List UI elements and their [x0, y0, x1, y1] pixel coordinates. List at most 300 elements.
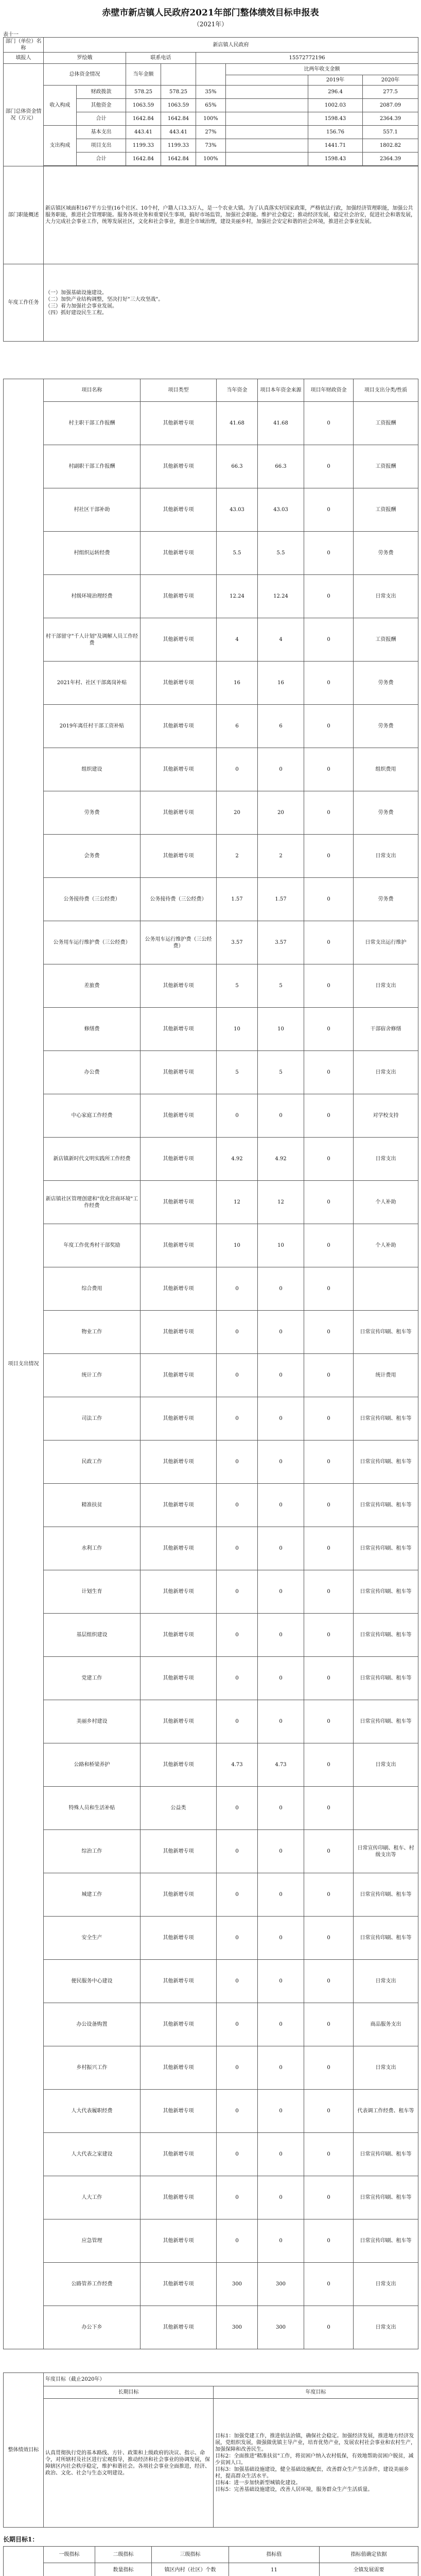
project-cell: 日常宣传印刷、租车等	[354, 1527, 418, 1570]
project-cell: 0	[217, 1614, 258, 1657]
project-cell: 10	[258, 1224, 304, 1267]
project-cell: 10	[217, 1224, 258, 1267]
project-cell: 其他新增专项	[141, 1051, 217, 1094]
project-cell: 0	[304, 1051, 354, 1094]
project-cell: 0	[304, 618, 354, 662]
project-cell: 日常支出	[354, 2306, 418, 2349]
project-cell: 工资报酬	[354, 402, 418, 445]
project-cell: 0	[217, 2003, 258, 2046]
project-cell: 日常宣传印刷、租车等	[354, 2176, 418, 2219]
project-row	[4, 878, 418, 921]
project-cell: 日常宣传印刷、租车等	[354, 1917, 418, 1960]
project-cell: 其他新增专项	[141, 1224, 217, 1267]
project-row	[4, 1700, 418, 1743]
project-row	[4, 2219, 418, 2263]
project-cell: 0	[258, 2176, 304, 2219]
project-row	[4, 1440, 418, 1484]
project-cell: 0	[217, 2090, 258, 2133]
project-cell: 0	[217, 1787, 258, 1830]
project-cell: 日常宣传印刷、租车等	[354, 1311, 418, 1354]
project-cell: 其他新增专项	[141, 1960, 217, 2003]
project-cell: 劳务费	[354, 878, 418, 921]
annual-work-list	[44, 264, 418, 342]
long-term-indicator-table: 一级指标 二级指标 三级指标 指标值 指标值确定依据 数量指标 镇区内村（社区）个数 11 全镇发展需要	[3, 2546, 418, 2576]
project-name: 特殊人员和生活补贴	[44, 1787, 141, 1830]
project-cell: 0	[304, 2176, 354, 2219]
project-cell: 日常支出	[354, 2046, 418, 2090]
project-cell: 其他新增专项	[141, 402, 217, 445]
project-cell: 日常宣传印刷、租车等	[354, 1484, 418, 1527]
project-cell: 日常宣传印刷、租车等	[354, 2133, 418, 2176]
project-row	[4, 1527, 418, 1570]
overall-goal-label: 整体绩效目标	[4, 2373, 44, 2528]
project-cell: 0	[217, 1657, 258, 1700]
project-name: 综治工作	[44, 1830, 141, 1873]
project-cell: 43.03	[258, 488, 304, 532]
project-cell: 0	[304, 1527, 354, 1570]
project-cell: 劳务费	[354, 705, 418, 748]
project-cell: 其他新增专项	[141, 1484, 217, 1527]
project-name: 计划生育	[44, 1570, 141, 1614]
project-cell: 0	[258, 2046, 304, 2090]
overall-label: 总体资金情况	[44, 64, 126, 86]
project-row	[4, 1873, 418, 1917]
project-cell: 0	[304, 1094, 354, 1138]
project-cell: 其他新增专项	[141, 662, 217, 705]
project-cell: 0	[217, 1397, 258, 1440]
project-cell: 0	[304, 2133, 354, 2176]
project-cell: 4.92	[217, 1138, 258, 1181]
project-row	[4, 835, 418, 878]
income-label: 收入构成	[44, 86, 77, 126]
project-cell: 0	[258, 1614, 304, 1657]
project-cell: 0	[304, 1484, 354, 1527]
project-column-header: 项目支出分类/性质	[354, 379, 418, 402]
project-cell: 0	[258, 1570, 304, 1614]
project-cell: 4.73	[258, 1743, 304, 1787]
project-cell: 其他新增专项	[141, 1527, 217, 1570]
project-cell: 日常支出	[354, 1960, 418, 2003]
project-cell: 41.68	[217, 402, 258, 445]
project-cell: 0	[304, 2090, 354, 2133]
project-cell: 商品服务支出	[354, 2003, 418, 2046]
project-cell: 12	[258, 1181, 304, 1224]
project-cell: 0	[304, 1700, 354, 1743]
project-row	[4, 1051, 418, 1094]
project-cell: 0	[304, 835, 354, 878]
project-row	[4, 1181, 418, 1224]
budget-row: 项目支出 1199.33 1199.33 73% 1441.71 1802.82	[4, 139, 418, 152]
project-name: 村主职干部工作报酬	[44, 402, 141, 445]
project-cell: 5	[258, 1051, 304, 1094]
project-cell: 0	[258, 1354, 304, 1397]
project-cell: 6	[258, 705, 304, 748]
project-cell: 其他新增专项	[141, 1614, 217, 1657]
project-cell: 41.68	[258, 402, 304, 445]
project-cell: 0	[304, 445, 354, 488]
project-cell: 其他新增专项	[141, 2003, 217, 2046]
project-cell: 0	[258, 1657, 304, 1700]
leader-label: 填报人	[4, 53, 44, 64]
budget-row: 合计 1642.84 1642.84 100% 1598.43 2364.39	[4, 112, 418, 126]
dept-name: 新店镇人民政府	[44, 38, 418, 53]
project-cell: 其他新增专项	[141, 1743, 217, 1787]
project-row	[4, 2263, 418, 2306]
project-name: 2021年村、社区干部离岗补贴	[44, 662, 141, 705]
project-cell: 0	[304, 2306, 354, 2349]
project-cell: 统计费用	[354, 1354, 418, 1397]
project-name: 便民服务中心建设	[44, 1960, 141, 2003]
long-term-label	[4, 2547, 44, 2576]
project-cell: 0	[304, 921, 354, 964]
project-cell: 12	[217, 1181, 258, 1224]
project-row	[4, 1614, 418, 1657]
expense-label: 支出构成	[44, 126, 77, 166]
project-cell: 0	[217, 2176, 258, 2219]
project-cell: 0	[304, 1311, 354, 1354]
project-cell: 0	[217, 1873, 258, 1917]
col-2019: 2019年	[308, 75, 363, 86]
project-cell: 0	[217, 1094, 258, 1138]
project-cell: 0	[258, 1311, 304, 1354]
project-row	[4, 662, 418, 705]
col-2020: 2020年	[363, 75, 418, 86]
project-cell: 0	[304, 1830, 354, 1873]
project-cell: 1.57	[258, 878, 304, 921]
project-cell: 其他新增专项	[141, 791, 217, 835]
project-row	[4, 1830, 418, 1873]
project-name: 物业工作	[44, 1311, 141, 1354]
annual-work-item: （四）抓好建设民生工程。	[45, 310, 107, 316]
project-cell: 0	[217, 1700, 258, 1743]
project-cell: 其他新增专项	[141, 1094, 217, 1138]
project-name: 公务接待费（三公经费）	[44, 878, 141, 921]
project-cell: 其他新增专项	[141, 532, 217, 575]
project-row	[4, 1094, 418, 1138]
project-cell: 0	[304, 532, 354, 575]
project-row	[4, 1397, 418, 1440]
overall-goal-table	[3, 2372, 418, 2528]
project-cell: 1.57	[217, 878, 258, 921]
project-row	[4, 1570, 418, 1614]
project-name: 中心家庭工作经费	[44, 1094, 141, 1138]
project-cell: 0	[258, 1267, 304, 1311]
project-cell: 其他新增专项	[141, 1354, 217, 1397]
project-row	[4, 1311, 418, 1354]
table-number: 表十一	[3, 32, 19, 38]
project-cell: 0	[217, 748, 258, 791]
project-cell: 其他新增专项	[141, 1570, 217, 1614]
project-name: 城建工作	[44, 1873, 141, 1917]
project-cell: 0	[217, 1570, 258, 1614]
project-cell: 其他新增专项	[141, 1700, 217, 1743]
project-cell: 5.5	[258, 532, 304, 575]
project-cell: 5	[217, 1051, 258, 1094]
project-cell: 300	[217, 2306, 258, 2349]
project-cell: 0	[304, 1787, 354, 1830]
duty-label: 部门职能概述	[4, 166, 44, 264]
budget-group-label: 部门总体资金情况（万元）	[4, 64, 44, 166]
project-cell: 300	[258, 2306, 304, 2349]
project-cell: 0	[304, 2219, 354, 2263]
project-cell: 0	[258, 1873, 304, 1917]
project-cell: 劳务费	[354, 791, 418, 835]
project-column-header: 当年资金	[217, 379, 258, 402]
project-name: 党建工作	[44, 1657, 141, 1700]
project-name: 美丽乡村建设	[44, 1700, 141, 1743]
project-name: 乡村振兴工作	[44, 2046, 141, 2090]
project-cell: 0	[304, 1138, 354, 1181]
project-name: 办公费	[44, 1051, 141, 1094]
project-cell: 4	[258, 618, 304, 662]
project-cell: 其他新增专项	[141, 2133, 217, 2176]
project-column-header: 项目本年资金来源	[258, 379, 304, 402]
project-cell: 其他新增专项	[141, 748, 217, 791]
project-cell: 12.24	[217, 575, 258, 618]
project-cell: 0	[217, 1484, 258, 1527]
project-cell: 0	[258, 1484, 304, 1527]
project-name: 会务费	[44, 835, 141, 878]
leader-name: 罗绘娥	[44, 53, 126, 64]
project-cell: 10	[258, 1008, 304, 1051]
project-cell: 公益类	[141, 1787, 217, 1830]
indicator-row: 数量指标 镇区内村（社区）个数 11 全镇发展需要	[4, 2563, 418, 2576]
project-cell: 0	[304, 488, 354, 532]
project-cell: 0	[258, 1787, 304, 1830]
project-row	[4, 1960, 418, 2003]
project-name: 统计工作	[44, 1354, 141, 1397]
project-row	[4, 2306, 418, 2349]
project-cell: 2	[217, 835, 258, 878]
project-cell: 组织费用	[354, 748, 418, 791]
project-cell: 对学校支持	[354, 1094, 418, 1138]
project-cell: 其他新增专项	[141, 1181, 217, 1224]
project-cell: 其他新增专项	[141, 1008, 217, 1051]
project-cell: 其他新增专项	[141, 1657, 217, 1700]
project-row	[4, 2046, 418, 2090]
project-column-header: 项目名称	[44, 379, 141, 402]
project-row	[4, 705, 418, 748]
project-name: 村干部留守"千人计划"及调解人员工作经费	[44, 618, 141, 662]
project-cell: 0	[217, 2219, 258, 2263]
project-cell: 0	[304, 2046, 354, 2090]
project-name: 村社区干部补助	[44, 488, 141, 532]
project-cell: 其他新增专项	[141, 1830, 217, 1873]
project-cell: 个人补助	[354, 1181, 418, 1224]
project-cell: 其他新增专项	[141, 1397, 217, 1440]
long-term-goal-text: 认真贯彻执行党的基本路线、方针、政策和上级政府的决议、指示、命令，对所辖村及社区进行宏观指导，推动经济和社会事业的协调发展，保障辖区内社会秩序稳定，维护和谐社会。各项社会事业全面推进，经济、政治、文化、社会与生态文明建设。	[44, 2399, 214, 2528]
project-name: 新店镇社区管理创建和"优化营商环境"工作经费	[44, 1181, 141, 1224]
project-cell: 其他新增专项	[141, 1311, 217, 1354]
project-cell: 0	[258, 2003, 304, 2046]
project-cell: 66.3	[217, 445, 258, 488]
project-cell: 工资报酬	[354, 445, 418, 488]
project-section-label: 项目支出情况	[4, 379, 44, 2349]
project-cell: 66.3	[258, 445, 304, 488]
project-name: 人大代表之家建设	[44, 2133, 141, 2176]
project-table	[3, 379, 418, 2349]
project-name: 村组织运转经费	[44, 532, 141, 575]
project-row	[4, 1354, 418, 1397]
project-cell: 0	[304, 2003, 354, 2046]
project-cell: 其他新增专项	[141, 1267, 217, 1311]
project-cell: 其他新增专项	[141, 2046, 217, 2090]
project-cell: 日常支出	[354, 1051, 418, 1094]
project-cell: 日常宣传印刷、租车等	[354, 1397, 418, 1440]
annual-work-item: （一）加强基础设施建设。	[45, 290, 107, 296]
project-cell: 0	[217, 1527, 258, 1570]
project-cell: 5	[258, 964, 304, 1008]
project-name: 新店镇新时代文明实践所工作经费	[44, 1138, 141, 1181]
project-cell: 0	[258, 1917, 304, 1960]
project-name: 安全生产	[44, 1917, 141, 1960]
project-cell: 个人补助	[354, 1224, 418, 1267]
project-cell: 0	[258, 748, 304, 791]
project-cell: 日常支出	[354, 964, 418, 1008]
project-cell: 其他新增专项	[141, 835, 217, 878]
project-cell: 其他新增专项	[141, 705, 217, 748]
project-cell: 其他新增专项	[141, 2219, 217, 2263]
project-name: 综合费用	[44, 1267, 141, 1311]
project-cell: 日常支出	[354, 1138, 418, 1181]
project-row	[4, 445, 418, 488]
project-cell: 3.57	[258, 921, 304, 964]
col-current: 当年金额	[126, 64, 161, 86]
long-term-head: 长期目标	[44, 2386, 214, 2399]
project-cell: 公务用车运行维护费（三公经费）	[141, 921, 217, 964]
project-row	[4, 1484, 418, 1527]
project-cell: 公务接待费（三公经费）	[141, 878, 217, 921]
project-cell: 20	[217, 791, 258, 835]
project-cell: 日常支出	[354, 835, 418, 878]
overall-goal-header: 年度目标（截止2020年）	[44, 2373, 418, 2386]
project-cell: 0	[217, 1440, 258, 1484]
project-name: 办公下乡	[44, 2306, 141, 2349]
annual-work-item: （三）着力加强社会事业发展。	[45, 303, 117, 309]
project-cell: 16	[258, 662, 304, 705]
project-cell: 0	[258, 1440, 304, 1484]
project-cell: 工资报酬	[354, 488, 418, 532]
project-cell: 0	[217, 1960, 258, 2003]
project-cell: 5	[217, 964, 258, 1008]
project-column-header: 项目类型	[141, 379, 217, 402]
project-cell: 2	[258, 835, 304, 878]
project-name: 司法工作	[44, 1397, 141, 1440]
project-row	[4, 1138, 418, 1181]
project-cell: 日常宣传印刷、租车等	[354, 1440, 418, 1484]
project-cell: 劳务费	[354, 662, 418, 705]
annual-work-item: （二）加快产业结构调整，坚决打好"三大攻坚战"。	[45, 296, 164, 302]
project-cell: 其他新增专项	[141, 1917, 217, 1960]
project-cell: 0	[217, 2046, 258, 2090]
project-row	[4, 488, 418, 532]
col-compare: 比两年收支金额	[226, 64, 418, 75]
project-name: 人大工作	[44, 2176, 141, 2219]
project-cell: 日常支出运行维护	[354, 921, 418, 964]
project-cell: 日常宣传印刷、租车等	[354, 1657, 418, 1700]
project-cell: 其他新增专项	[141, 2263, 217, 2306]
project-cell: 日常宣传印刷、租车等	[354, 2219, 418, 2263]
project-row	[4, 921, 418, 964]
project-name: 差旅费	[44, 964, 141, 1008]
project-name: 劳务费	[44, 791, 141, 835]
phone-label: 联系电话	[126, 53, 196, 64]
project-cell: 日常支出	[354, 1743, 418, 1787]
project-cell: 其他新增专项	[141, 1138, 217, 1181]
project-cell: 代表调工作经费、租车等	[354, 2090, 418, 2133]
project-name: 人大代表履职经费	[44, 2090, 141, 2133]
project-name: 年度工作优秀村干部奖励	[44, 1224, 141, 1267]
project-name: 水利工作	[44, 1527, 141, 1570]
project-cell: 日常支出	[354, 575, 418, 618]
project-cell: 其他新增专项	[141, 1440, 217, 1484]
project-cell: 0	[304, 1657, 354, 1700]
project-row	[4, 2003, 418, 2046]
project-cell: 3.57	[217, 921, 258, 964]
project-cell: 0	[304, 1960, 354, 2003]
project-cell: 其他新增专项	[141, 618, 217, 662]
project-cell: 300	[217, 2263, 258, 2306]
project-row	[4, 1787, 418, 1830]
project-cell: 0	[217, 1354, 258, 1397]
project-cell: 日常宣传印刷、租车、村级支出等	[354, 1830, 418, 1873]
project-cell: 日常支出	[354, 2263, 418, 2306]
annual-head: 年度目标	[214, 2386, 418, 2399]
project-row	[4, 575, 418, 618]
project-cell: 0	[304, 878, 354, 921]
project-cell: 0	[258, 1700, 304, 1743]
project-cell	[354, 1267, 418, 1311]
project-name: 村级环境治理经费	[44, 575, 141, 618]
project-cell: 0	[304, 1440, 354, 1484]
project-cell: 日常宣传印刷、租车等	[354, 1570, 418, 1614]
project-cell: 0	[304, 964, 354, 1008]
project-row	[4, 618, 418, 662]
project-cell: 日常宣传印刷、租车等	[354, 1873, 418, 1917]
project-cell: 其他新增专项	[141, 2090, 217, 2133]
project-cell: 0	[304, 1267, 354, 1311]
project-row	[4, 748, 418, 791]
project-cell: 0	[304, 1873, 354, 1917]
project-name: 民政工作	[44, 1440, 141, 1484]
project-name: 应急管理	[44, 2219, 141, 2263]
duty-text: 新店镇区域面积167平方公里(16个社区、10个村，户籍人口3.3万人，是一个农业大镇。为了认真落实好国家政策，严格依法行政，加强经济管理职能，加强公共服务职能，推进社会管理职能。服务各项业务和重要民生事项，搞好市场监管，加强社会职能。维护社会稳定；推动经济发展，稳定社会治安，促进社会和谐发展，大力完成社会事业工作，统筹发展社区，文化和社会事业，推进全市域治理，建设美丽乡村，加强社会安定和谐的社会环境，推进社会事业发展。	[44, 166, 418, 264]
project-name: 办公设备购置	[44, 2003, 141, 2046]
project-cell: 0	[304, 791, 354, 835]
project-cell: 其他新增专项	[141, 488, 217, 532]
project-row	[4, 1224, 418, 1267]
project-cell: 其他新增专项	[141, 964, 217, 1008]
project-cell: 0	[258, 1830, 304, 1873]
project-row	[4, 1657, 418, 1700]
project-cell	[354, 1787, 418, 1830]
project-cell: 0	[258, 2219, 304, 2263]
project-cell: 其他新增专项	[141, 1873, 217, 1917]
project-cell: 0	[217, 2133, 258, 2176]
project-name: 村副职干部工作报酬	[44, 445, 141, 488]
project-cell: 20	[258, 791, 304, 835]
budget-row: 合计 1642.84 1642.84 100% 1598.43 2364.39	[4, 152, 418, 166]
budget-row: 其他资金 1063.59 1063.59 65% 1002.03 2087.09	[4, 99, 418, 112]
project-cell: 0	[304, 575, 354, 618]
project-row	[4, 1917, 418, 1960]
project-row	[4, 532, 418, 575]
annual-work-label: 年度工作任务	[4, 264, 44, 342]
dept-label: 部门（单位）名称	[4, 38, 44, 53]
project-cell: 6	[217, 705, 258, 748]
project-row	[4, 1743, 418, 1787]
project-cell: 0	[304, 1354, 354, 1397]
